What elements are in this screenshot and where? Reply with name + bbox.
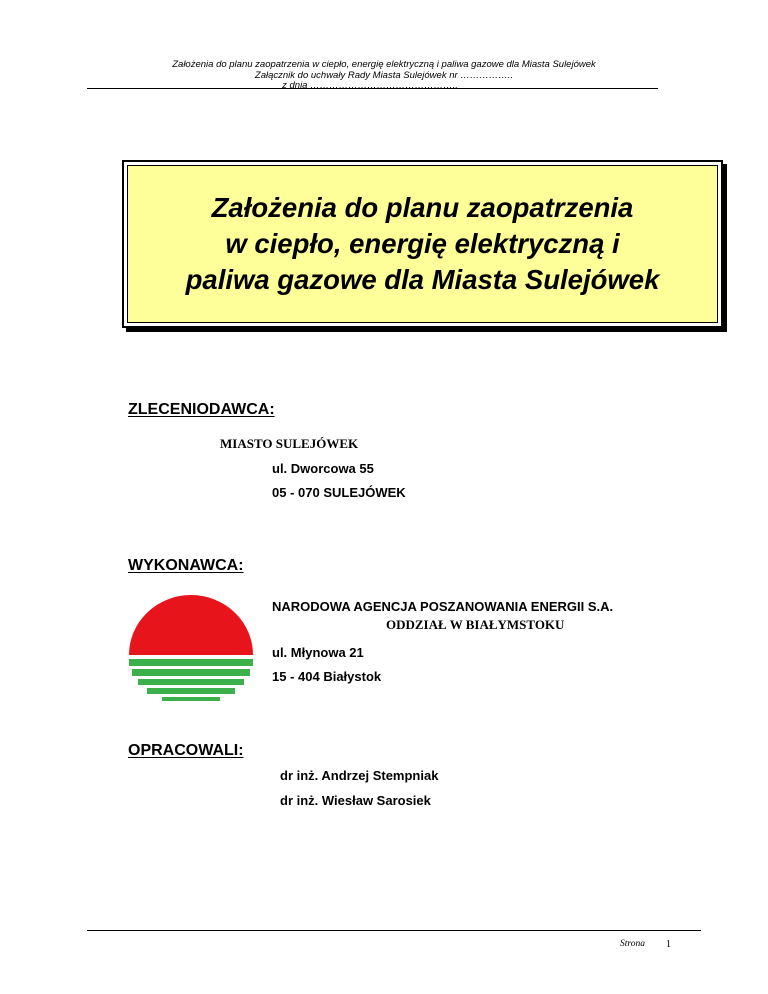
page-header-line-2: Załącznik do uchwały Rady Miasta Sulejówek nr …………….. <box>254 70 514 81</box>
contractor-city: 15 - 404 Białystok <box>272 669 382 684</box>
logo-wave-stripe-5 <box>162 697 220 701</box>
logo-wave-stripe-2 <box>132 669 250 676</box>
authors-heading: OPRACOWALI: <box>128 742 244 759</box>
contractor-street: ul. Młynowa 21 <box>272 645 364 660</box>
title-box <box>122 160 723 328</box>
contractor-branch: ODDZIAŁ W BIAŁYMSTOKU <box>386 617 565 632</box>
page-header-line-3: z dnia ……………………………………….. <box>282 80 458 91</box>
client-city: 05 - 070 SULEJÓWEK <box>272 485 406 500</box>
logo-wave-stripe-1 <box>129 659 253 666</box>
page-label: Strona <box>620 939 645 949</box>
contractor-heading: WYKONAWCA: <box>128 557 244 574</box>
logo-wave-stripe-3 <box>138 679 244 685</box>
client-name: MIASTO SULEJÓWEK <box>220 436 359 451</box>
author-name: dr inż. Andrzej Stempniak <box>280 768 439 783</box>
contractor-name: NARODOWA AGENCJA POSZANOWANIA ENERGII S.A. <box>272 599 614 614</box>
footer-divider <box>87 930 701 931</box>
header-divider <box>87 88 658 89</box>
page-header-line-1: Założenia do planu zaopatrzenia w ciepło, energię elektryczną i paliwa gazowe dla Miasta Sulejówek <box>172 59 596 70</box>
title-line-2: w ciepło, energię elektryczną i <box>225 228 620 259</box>
title-panel <box>127 165 718 323</box>
title-line-3: paliwa gazowe dla Miasta Sulejówek <box>185 264 660 295</box>
logo-sun-shape <box>129 595 253 655</box>
logo-wave-stripe-4 <box>147 688 235 694</box>
sun-over-water-logo-icon <box>129 595 253 707</box>
page-number: 1 <box>666 939 671 950</box>
author-name: dr inż. Wiesław Sarosiek <box>280 793 431 808</box>
title-line-1: Założenia do planu zaopatrzenia <box>211 192 634 223</box>
client-street: ul. Dworcowa 55 <box>272 461 374 476</box>
client-heading: ZLECENIODAWCA: <box>128 401 275 418</box>
